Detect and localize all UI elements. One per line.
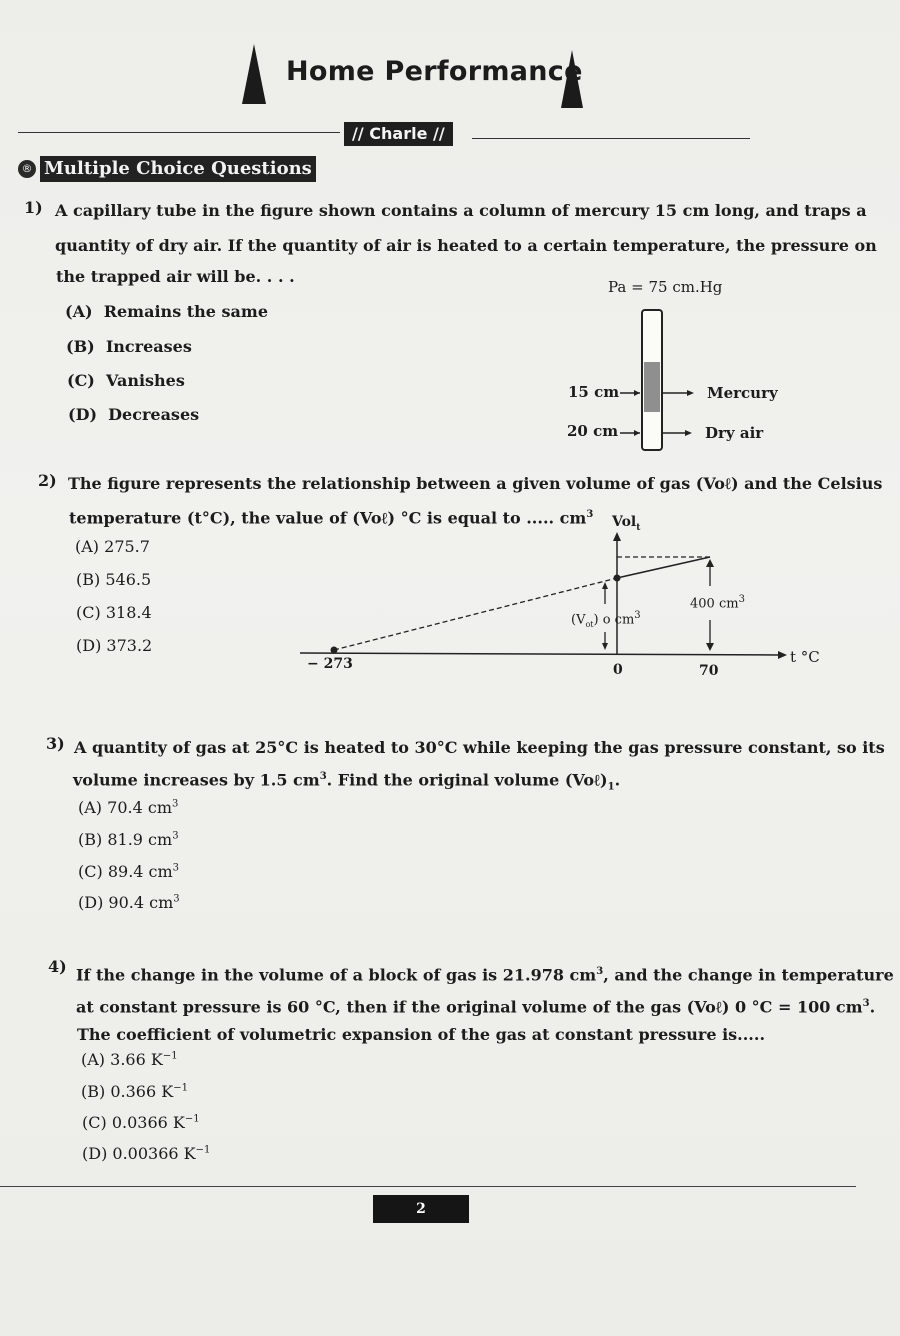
q2-option-a[interactable]: (A) 275.7 [75,537,150,556]
q4-line3: The coefficient of volumetric expansion of the gas at constant pressure is..... [77,1025,766,1044]
volume-temperature-graph [290,520,830,690]
q3-number: 3) [46,734,65,753]
chapter-badge: // Charle // [344,122,453,146]
header-rule-right [472,138,750,139]
q2-line2: temperature (t°C), the value of (Voℓ) °C is equal to ..... $cm^3$ [69,508,594,528]
q4-option-d[interactable]: (D) 0.00366 $K^{-1}$ [82,1144,211,1163]
header-rule-left [18,132,340,133]
q3-option-b[interactable]: (B) 81.9 $cm^3$ [78,830,179,849]
point-minus-273 [331,647,338,654]
q1-option-b[interactable]: (B) Increases [66,337,192,356]
q4-line1: If the change in the volume of a block of gas is 21.978 $cm^3$, and the change in temperature [76,965,894,985]
graph-x-axis-label: t °C [790,648,820,666]
delta-arrowhead-down [706,643,714,651]
q1-option-d[interactable]: (D) Decreases [68,405,200,424]
graph-70-tick: 70 [699,663,719,679]
air-arrowhead-right [685,430,692,436]
registered-icon: ® [18,160,36,178]
q4-option-c[interactable]: (C) 0.0366 $K^{-1}$ [82,1113,200,1132]
graph-delta-label: 400 $cm^3$ [690,594,745,612]
q1-number: 1) [24,198,43,217]
q3-option-d[interactable]: (D) 90.4 $cm^3$ [78,893,180,912]
q4-line2: at constant pressure is 60 °C, then if the original volume of the gas (Voℓ) 0 °C = 100 $cm^3$. [76,997,876,1017]
graph-neg-tick: − 273 [307,656,353,672]
q3-line1: A quantity of gas at 25°C is heated to 30°C while keeping the gas pressure constant, so its [74,738,885,757]
graph-zero-tick: 0 [613,662,623,678]
q1-pressure-label: Pa = 75 cm.Hg [608,278,723,296]
q4-number: 4) [48,957,67,976]
q2-line1: The figure represents the relationship between a given volume of gas (Voℓ) and the Celsius [68,474,883,493]
footer-rule [0,1186,856,1187]
x-axis [300,653,780,655]
air-arrowhead-left [634,430,640,436]
point-zero [614,575,621,582]
q1-air-length: 20 cm [567,422,619,440]
v0-arrowhead-up [602,582,608,589]
q4-option-b[interactable]: (B) 0.366 $K^{-1}$ [81,1082,188,1101]
x-axis-arrowhead [778,651,787,659]
graph-line [617,557,710,578]
graph-v0-label: $(V_{ot})$ o $cm^3$ [571,610,641,629]
q1-option-a[interactable]: (A) Remains the same [65,302,269,321]
q1-mercury-length: 15 cm [568,383,620,401]
q1-option-c[interactable]: (C) Vanishes [67,371,185,390]
left-triangle-ornament [242,44,266,104]
mercury-column [644,362,660,412]
q1-mercury-label: Mercury [707,384,778,402]
q2-option-c[interactable]: (C) 318.4 [76,603,152,622]
q1-air-label: Dry air [705,424,764,442]
page-title: Home Performance [286,56,583,87]
page-number: 2 [373,1195,469,1223]
section-heading [18,156,316,182]
q3-line2: volume increases by 1.5 $cm^3$. Find the original volume $(Vo\ell)_1$. [73,770,621,793]
section-title: Multiple Choice Questions [40,156,316,182]
delta-arrowhead-up [706,559,714,567]
y-axis-arrowhead [613,532,621,541]
v0-arrowhead-down [602,643,608,650]
graph-y-axis-label: Vol$_t$ [612,514,641,533]
q3-option-c[interactable]: (C) 89.4 $cm^3$ [78,862,180,881]
q2-option-d[interactable]: (D) 373.2 [76,636,153,655]
mercury-arrowhead-right [687,390,694,396]
q1-line1: A capillary tube in the figure shown contains a column of mercury 15 cm long, and traps a [55,201,867,220]
q2-number: 2) [38,471,57,490]
q1-line2: quantity of dry air. If the quantity of air is heated to a certain temperature, the pressure on [55,236,877,255]
q3-option-a[interactable]: (A) 70.4 $cm^3$ [78,798,179,817]
q1-line3: the trapped air will be. . . . [56,267,295,286]
mercury-arrowhead-left [634,390,640,396]
q2-option-b[interactable]: (B) 546.5 [76,570,152,589]
q4-option-a[interactable]: (A) 3.66 $K^{-1}$ [81,1050,178,1069]
